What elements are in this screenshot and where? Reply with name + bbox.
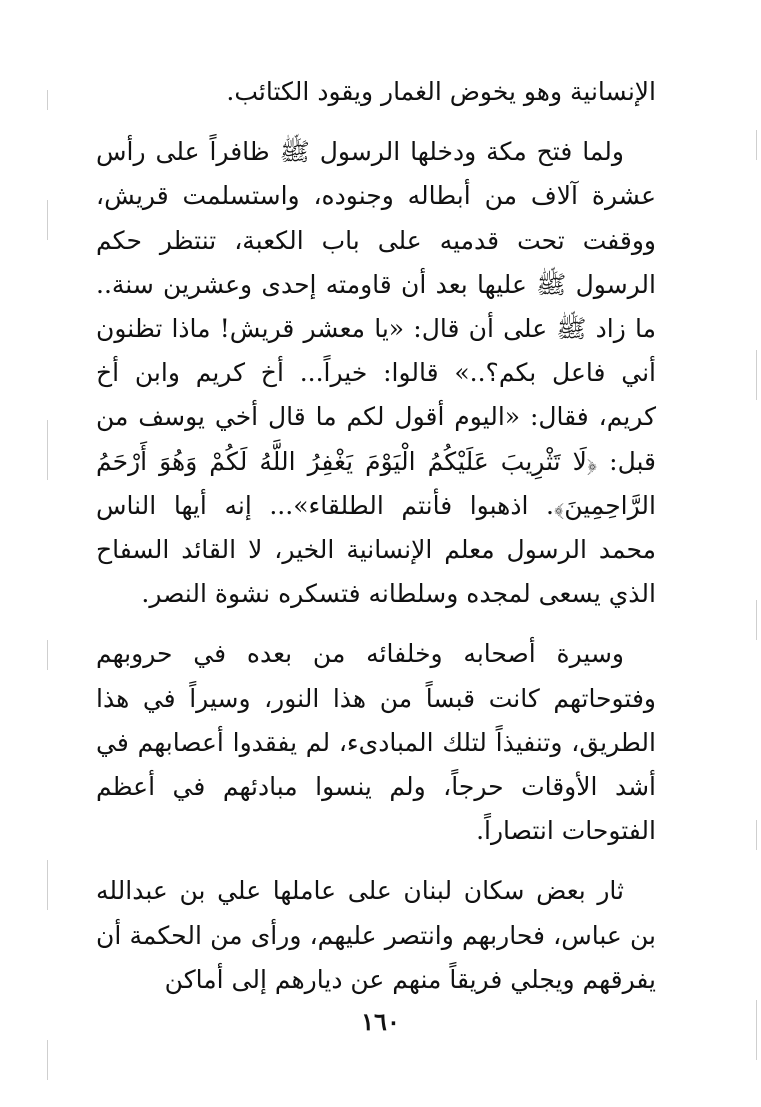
page-edge-mark	[756, 820, 757, 850]
paragraph-companions-conduct: وسيرة أصحابه وخلفائه من بعده في حروبهم وفتوحاتهم كانت قبساً من هذا النور، وسيراً في هذا الطريق، وتنفيذاً لتلك المبادىء، لم يفقدوا أعصابهم في أشد الأوقات حرجاً، ولم ينسوا مبادئهم في أعظم الفتوحات انتصاراً.	[96, 639, 656, 846]
page-edge-mark	[47, 200, 48, 240]
page-edge-mark	[47, 90, 48, 110]
paragraph-intro-line: الإنسانية وهو يخوض الغمار ويقود الكتائب.	[226, 77, 656, 106]
page-edge-mark	[47, 640, 48, 670]
page-edge-mark	[756, 350, 757, 400]
page-edge-mark	[47, 420, 48, 480]
page-edge-mark	[756, 600, 757, 640]
page-number: ١٦٠	[361, 1007, 400, 1036]
paragraph-lebanon-revolt: ثار بعض سكان لبنان على عاملها علي بن عبدالله بن عباس، فحاربهم وانتصر عليهم، ورأى من الحكمة أن يفرقهم ويجلي فريقاً منهم عن ديارهم إلى أماكن	[96, 876, 656, 994]
paragraph-mecca-conquest: ولما فتح مكة ودخلها الرسول ﷺ ظافراً على رأس عشرة آلاف من أبطاله وجنوده، واستسلمت قريش، ووقفت تحت قدميه على باب الكعبة، تنتظر حكم الرسول ﷺ عليها بعد أن قاومته إحدى وعشرين سنة.. ما زاد ﷺ على أن قال: «يا معشر قريش! ماذا تظنون أني فاعل بكم؟..» قالوا: خيراً... أخ كريم وابن أخ كريم، فقال: «اليوم أقول لكم ما قال أخي يوسف من قبل: ﴿لَا تَثْرِيبَ عَلَيْكُمُ الْيَوْمَ يَغْفِرُ اللَّهُ لَكُمْ وَهُوَ أَرْحَمُ الرَّاحِمِينَ﴾. اذهبوا فأنتم الطلقاء»... إنه أيها الناس محمد الرسول معلم الإنسانية الخير، لا القائد السفاح الذي يسعى لمجده وسلطانه فتسكره نشوة النصر.	[96, 137, 656, 609]
page-body	[96, 70, 656, 1002]
page-edge-mark	[47, 860, 48, 910]
page-edge-mark	[47, 1040, 48, 1080]
page-edge-mark	[756, 130, 757, 160]
